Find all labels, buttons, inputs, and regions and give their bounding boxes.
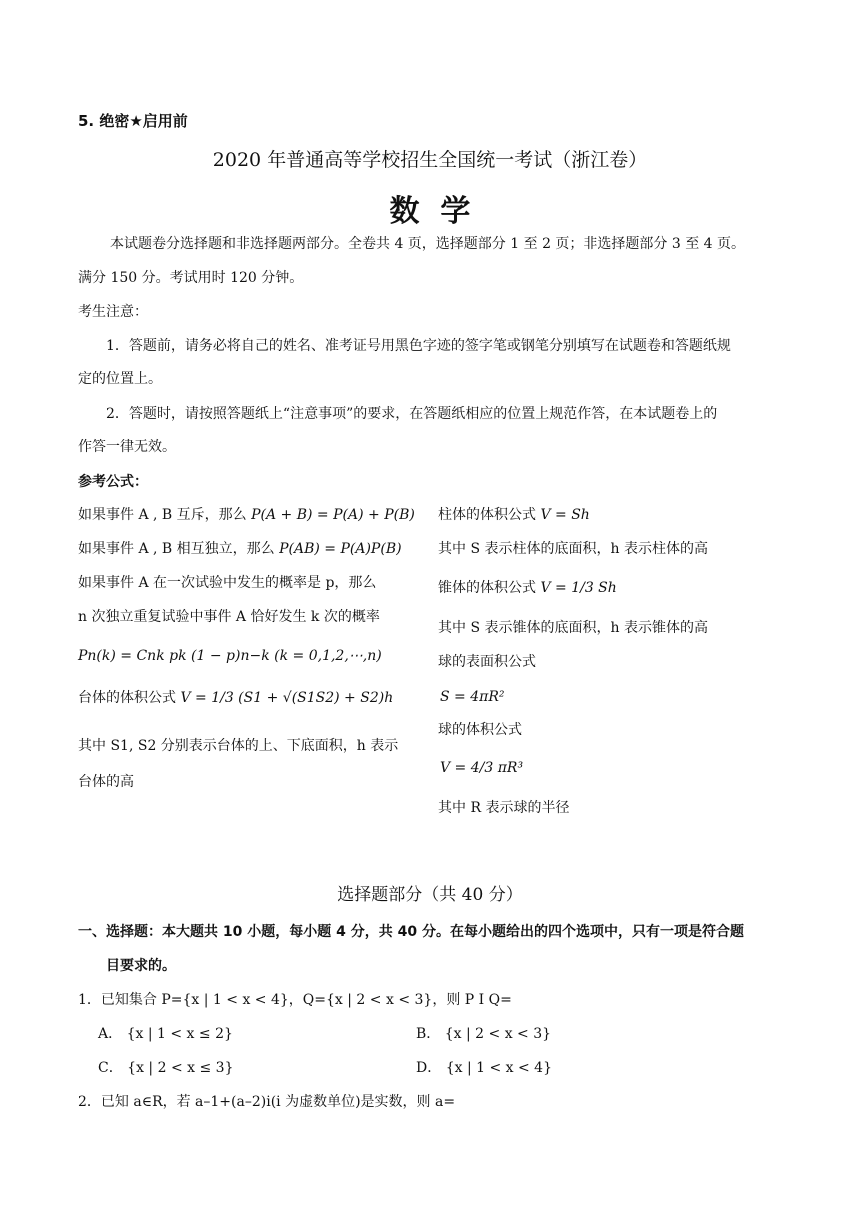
left-formula-5: Pn(k) = Cnk pk (1 − p)n−k (k = 0,1,2,⋯,n) [78,648,382,664]
option-text: {x | 1 < x ≤ 2} [126,1026,233,1042]
right-formula-1 [438,505,590,525]
question-1-option-d[interactable] [416,1058,552,1078]
question-1-stem: 1．已知集合 P={x | 1 < x < 4}，Q={x | 2 < x < 3}，则 P I Q= [78,992,512,1008]
subject-title: 数 学 [389,194,471,229]
left-formula-7: 其中 S1, S2 分别表示台体的上、下底面积，h 表示 [78,738,399,754]
right-formula-9: 其中 R 表示球的半径 [438,800,570,816]
left-formula-3: 如果事件 A 在一次试验中发生的概率是 p，那么 [78,575,377,591]
notice-item-1-line2: 定的位置上。 [78,371,162,387]
left-formula-6-text: 台体的体积公式 [78,690,176,706]
formula-heading: 参考公式： [78,474,148,490]
left-formula-6-expr: V = 1/3 (S1 + √(S1S2) + S2)h [180,690,394,706]
option-text: {x | 1 < x < 4} [445,1060,552,1076]
intro-line-2: 满分 150 分。考试用时 120 分钟。 [78,270,304,286]
left-formula-1-text: 如果事件 A , B 互斥，那么 [78,507,247,523]
left-formula-2-expr: P(AB) = P(A)P(B) [279,541,402,557]
right-formula-6: S = 4πR² [440,689,505,705]
option-text: {x | 2 < x < 3} [444,1026,552,1042]
left-formula-8: 台体的高 [78,774,134,790]
left-formula-2-text: 如果事件 A , B 相互独立，那么 [78,541,275,557]
right-formula-3-expr: V = 1/3 Sh [540,580,617,596]
left-formula-2 [78,539,402,559]
right-formula-3-text: 锥体的体积公式 [438,580,536,596]
right-formula-5: 球的表面积公式 [438,654,536,670]
option-label: A． [98,1026,123,1042]
right-formula-3 [438,578,617,598]
right-formula-4: 其中 S 表示锥体的底面积，h 表示锥体的高 [438,620,708,636]
secret-label: 5. 绝密★启用前 [78,112,188,130]
question-1-option-b[interactable] [416,1024,551,1044]
exam-title: 2020 年普通高等学校招生全国统一考试（浙江卷） [212,149,648,171]
left-formula-4: n 次独立重复试验中事件 A 恰好发生 k 次的概率 [78,609,380,625]
right-formula-1-expr: V = Sh [540,507,590,523]
section-intro-line-1: 一、选择题：本大题共 10 小题，每小题 4 分，共 40 分。在每小题给出的四个选项中，只有一项是符合题 [78,924,744,940]
left-formula-6 [78,688,393,708]
right-formula-1-text: 柱体的体积公式 [438,507,536,523]
section-title: 选择题部分（共 40 分） [337,885,523,905]
left-formula-1 [78,505,415,525]
notice-heading: 考生注意： [78,304,148,320]
question-2-stem: 2．已知 a∈R，若 a–1+(a–2)i(i 为虚数单位)是实数，则 a= [78,1094,456,1110]
question-1-option-a[interactable] [98,1024,233,1044]
notice-item-1-line1: 1．答题前，请务必将自己的姓名、准考证号用黑色字迹的签字笔或钢笔分别填写在试题卷和答题纸规 [106,338,731,354]
right-formula-8: V = 4/3 πR³ [440,760,524,776]
option-label: B． [416,1026,441,1042]
intro-line-1: 本试题卷分选择题和非选择题两部分。全卷共 4 页，选择题部分 1 至 2 页；非选择题部分 3 至 4 页。 [110,236,746,252]
option-label: C． [98,1060,123,1076]
right-formula-2: 其中 S 表示柱体的底面积，h 表示柱体的高 [438,541,708,557]
option-label: D． [416,1060,442,1076]
left-formula-1-expr: P(A + B) = P(A) + P(B) [251,507,415,523]
question-1-option-c[interactable] [98,1058,233,1078]
option-text: {x | 2 < x ≤ 3} [127,1060,234,1076]
right-formula-7: 球的体积公式 [438,722,522,738]
section-intro-line-2: 目要求的。 [106,958,176,974]
notice-item-2-line1: 2．答题时，请按照答题纸上“注意事项”的要求，在答题纸相应的位置上规范作答，在本试题卷上的 [106,406,718,422]
notice-item-2-line2: 作答一律无效。 [78,439,176,455]
